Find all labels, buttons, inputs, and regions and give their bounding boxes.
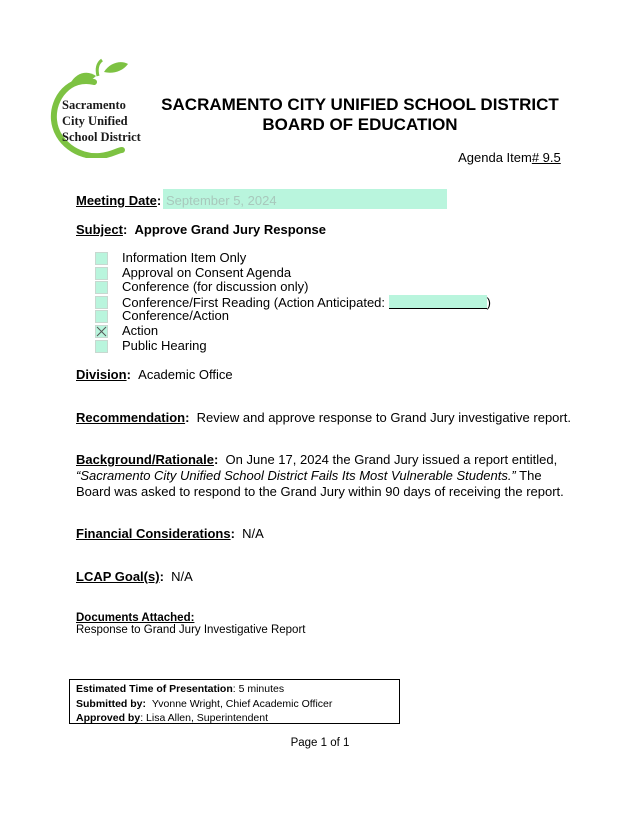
submitted-row: Submitted by: Yvonne Wright, Chief Academic Officer	[76, 697, 333, 710]
meeting-date-value: September 5, 2024	[166, 193, 277, 208]
logo-line: Sacramento	[62, 98, 126, 112]
documents-label: Documents Attached:	[76, 612, 195, 624]
lcap-value: N/A	[171, 569, 193, 584]
agenda-number: # 9.5	[531, 150, 561, 165]
approved-row: Approved by: Lisa Allen, Superintendent	[76, 712, 269, 724]
checkbox[interactable]	[95, 296, 108, 309]
recommendation-label: Recommendation	[76, 410, 186, 425]
meeting-date-row: Meeting Date:	[76, 193, 162, 208]
logo-line: School District	[62, 130, 141, 144]
presentation-info-box	[69, 679, 400, 724]
page-number: Page 1 of 1	[290, 737, 350, 749]
division-value: Academic Office	[138, 367, 233, 382]
financial-row: Financial Considerations: N/A	[76, 526, 264, 541]
logo-text	[62, 97, 152, 145]
logo-line: City Unified	[62, 114, 128, 128]
background-text-2: The Board was asked to respond to the Grand Jury within 90 days of receiving the report.	[76, 468, 564, 499]
lcap-row: LCAP Goal(s): N/A	[76, 569, 193, 584]
agenda-label: Agenda Item	[458, 150, 532, 165]
action-anticipated-field[interactable]	[389, 295, 487, 309]
title-line-2: BOARD OF EDUCATION	[262, 115, 458, 134]
division-row: Division: Academic Office	[76, 367, 233, 382]
checkbox[interactable]	[95, 340, 108, 353]
checkbox[interactable]	[95, 310, 108, 323]
report-title: “Sacramento City Unified School District Fails Its Most Vulnerable Students.”	[76, 468, 516, 483]
checklist-suffix: )	[486, 294, 491, 310]
agenda-item	[458, 150, 568, 165]
documents-value: Response to Grand Jury Investigative Report	[76, 624, 306, 636]
checkbox[interactable]	[95, 267, 108, 280]
documents-section	[76, 612, 305, 636]
lcap-label: LCAP Goal(s)	[76, 569, 160, 584]
financial-label: Financial Considerations	[76, 526, 231, 541]
division-label: Division	[76, 367, 127, 382]
subject-value: Approve Grand Jury Response	[134, 222, 326, 237]
checkbox[interactable]	[95, 252, 108, 265]
subject-row: Subject: Approve Grand Jury Response	[76, 222, 326, 237]
meeting-date-label: Meeting Date	[76, 193, 157, 208]
title-line-1: SACRAMENTO CITY UNIFIED SCHOOL DISTRICT	[161, 95, 559, 114]
financial-value: N/A	[242, 526, 264, 541]
checkbox[interactable]	[95, 281, 108, 294]
x-mark-icon	[96, 326, 107, 337]
checklist-label: Conference/First Reading (Action Anticipated:	[122, 294, 386, 310]
background-section: Background/Rationale: On June 17, 2024 the Grand Jury issued a report entitled, “Sacramento City Unified School District Fails Its Most Vulnerable Students.” The Board was asked to respond to the Grand Jury within 90 days of receiving the report.	[76, 452, 564, 499]
page-title	[150, 95, 570, 135]
background-text: On June 17, 2024 the Grand Jury issued a report entitled,	[225, 452, 558, 467]
recommendation-value: Review and approve response to Grand Jury investigative report.	[196, 410, 571, 425]
time-row: Estimated Time of Presentation: 5 minutes	[76, 683, 285, 695]
background-label: Background/Rationale	[76, 452, 214, 467]
checkbox-checked[interactable]	[95, 325, 108, 338]
recommendation-row: Recommendation: Review and approve response to Grand Jury investigative report.	[76, 410, 571, 425]
subject-label: Subject	[76, 222, 123, 237]
